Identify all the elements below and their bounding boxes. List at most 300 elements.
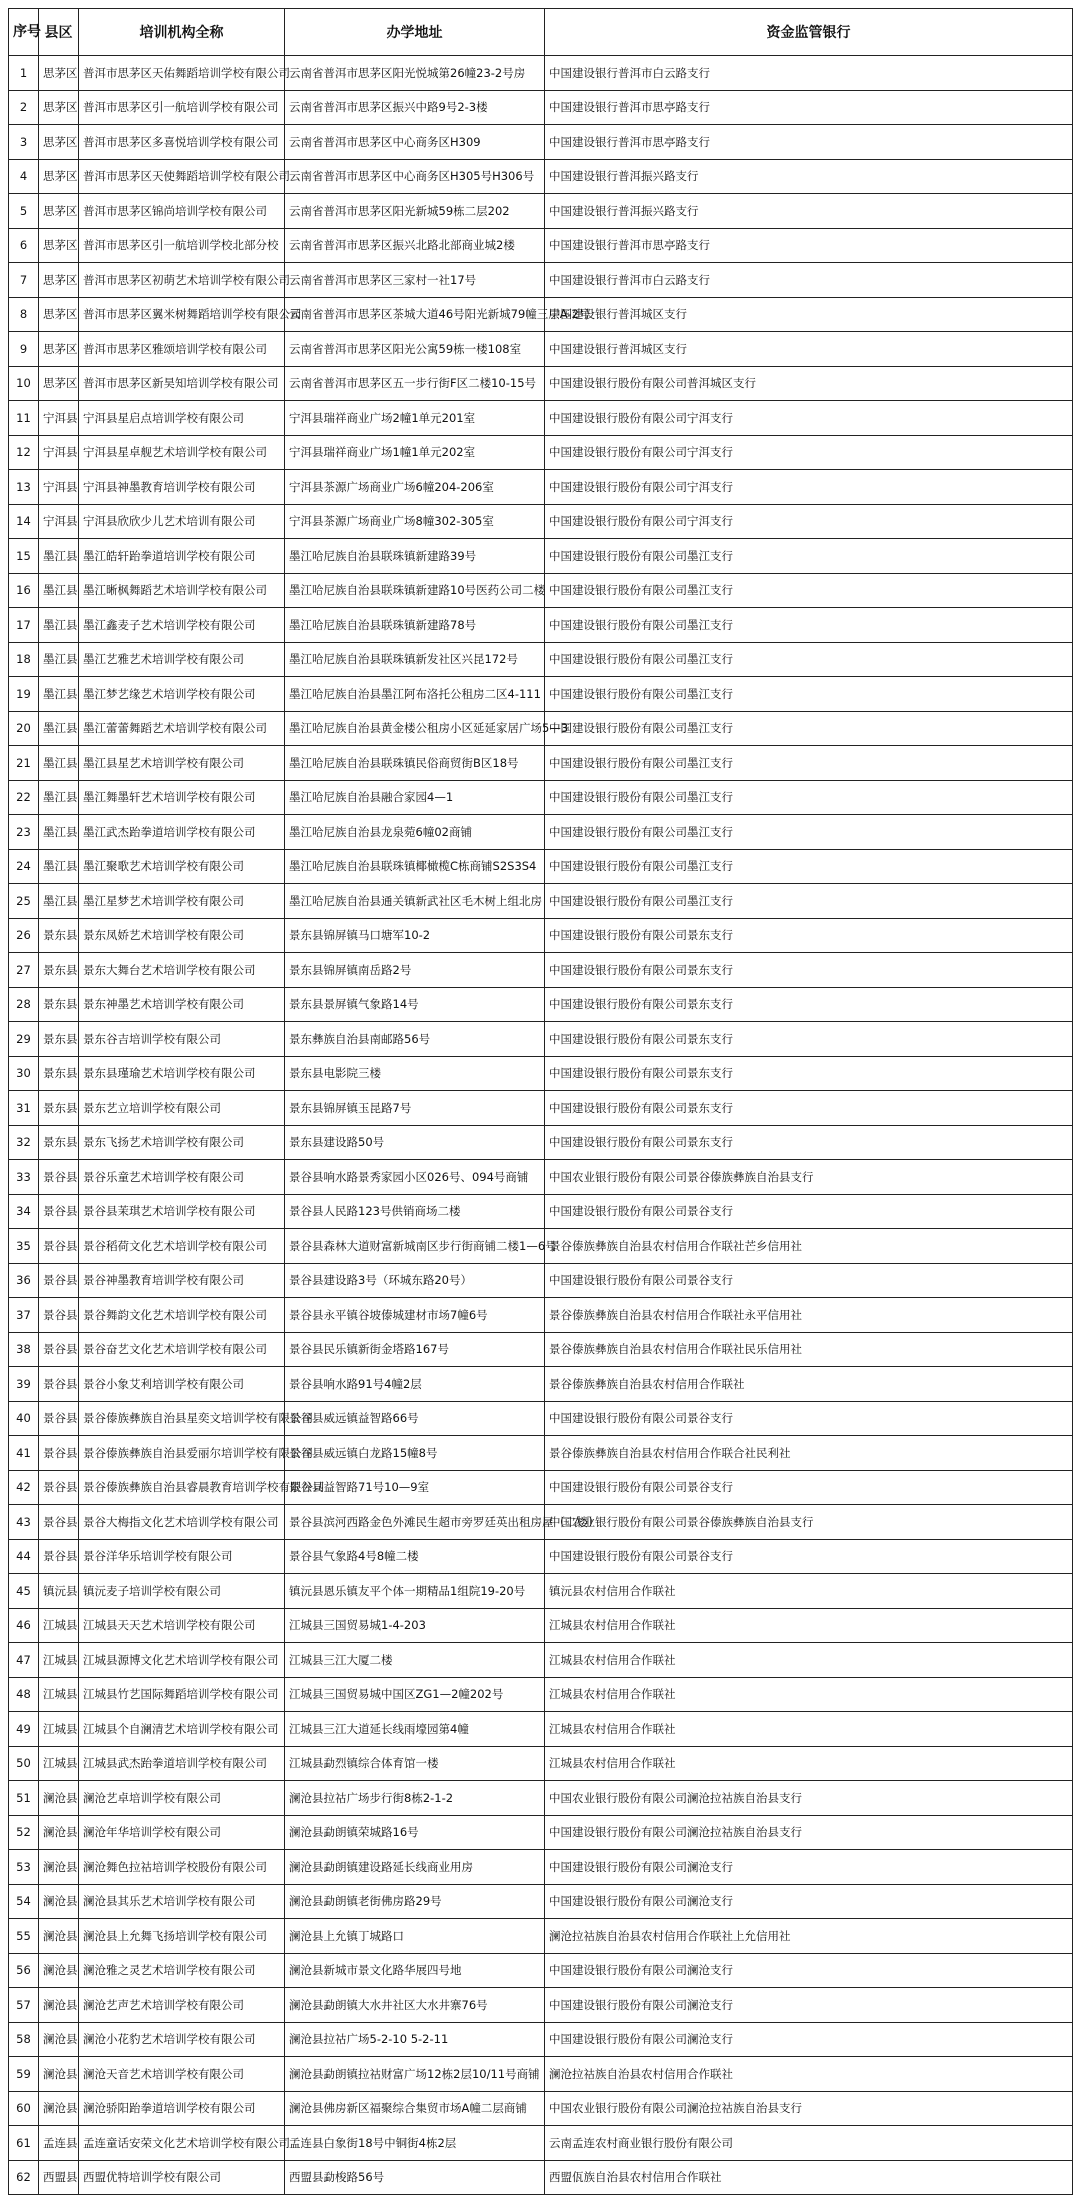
header-index: 序号 bbox=[9, 9, 39, 56]
cell-county: 江城县 bbox=[39, 1677, 79, 1712]
table-row bbox=[9, 746, 1073, 781]
cell-address: 澜沧县勐朗镇大水井社区大水井寨76号 bbox=[285, 1988, 545, 2023]
cell-county: 景谷县 bbox=[39, 1160, 79, 1195]
cell-institution-name: 墨江艺雅艺术培训学校有限公司 bbox=[79, 642, 285, 677]
cell-bank: 景谷傣族彝族自治县农村信用合作联合社民利社 bbox=[545, 1436, 1073, 1471]
cell-address: 景东县建设路50号 bbox=[285, 1125, 545, 1160]
table-row bbox=[9, 711, 1073, 746]
cell-county: 墨江县 bbox=[39, 677, 79, 712]
cell-bank: 中国建设银行普洱市思亭路支行 bbox=[545, 228, 1073, 263]
cell-bank: 中国建设银行股份有限公司景谷支行 bbox=[545, 1401, 1073, 1436]
table-row bbox=[9, 780, 1073, 815]
cell-address: 景谷县建设路3号（环城东路20号） bbox=[285, 1263, 545, 1298]
table-header-row bbox=[9, 9, 1073, 56]
cell-institution-name: 景东谷吉培训学校有限公司 bbox=[79, 1022, 285, 1057]
cell-county: 墨江县 bbox=[39, 642, 79, 677]
cell-institution-name: 墨江县星艺术培训学校有限公司 bbox=[79, 746, 285, 781]
table-body bbox=[9, 56, 1073, 2195]
cell-bank: 澜沧拉祜族自治县农村信用合作联社上允信用社 bbox=[545, 1919, 1073, 1954]
cell-county: 景谷县 bbox=[39, 1194, 79, 1229]
cell-index: 33 bbox=[9, 1160, 39, 1195]
table-row bbox=[9, 1643, 1073, 1678]
cell-index: 12 bbox=[9, 435, 39, 470]
cell-address: 云南省普洱市思茅区阳光新城59栋二层202 bbox=[285, 194, 545, 229]
cell-index: 53 bbox=[9, 1850, 39, 1885]
cell-index: 6 bbox=[9, 228, 39, 263]
header-institution-name: 培训机构全称 bbox=[79, 9, 285, 56]
cell-address: 墨江哈尼族自治县龙泉菀6幢02商铺 bbox=[285, 815, 545, 850]
cell-county: 澜沧县 bbox=[39, 1815, 79, 1850]
table-row bbox=[9, 56, 1073, 91]
cell-index: 62 bbox=[9, 2160, 39, 2195]
cell-institution-name: 普洱市思茅区引一航培训学校有限公司 bbox=[79, 90, 285, 125]
cell-bank: 镇沅县农村信用合作联社 bbox=[545, 1574, 1073, 1609]
cell-address: 景东县锦屏镇马口塘军10-2 bbox=[285, 918, 545, 953]
cell-address: 云南省普洱市思茅区振兴中路9号2-3楼 bbox=[285, 90, 545, 125]
cell-address: 云南省普洱市思茅区阳光公寓59栋一楼108室 bbox=[285, 332, 545, 367]
cell-institution-name: 墨江聚歌艺术培训学校有限公司 bbox=[79, 849, 285, 884]
cell-institution-name: 澜沧小花豹艺术培训学校有限公司 bbox=[79, 2022, 285, 2057]
cell-bank: 中国建设银行股份有限公司景东支行 bbox=[545, 1125, 1073, 1160]
cell-bank: 江城县农村信用合作联社 bbox=[545, 1746, 1073, 1781]
table-row bbox=[9, 435, 1073, 470]
cell-bank: 中国建设银行股份有限公司景东支行 bbox=[545, 918, 1073, 953]
cell-institution-name: 景谷县茉琪艺术培训学校有限公司 bbox=[79, 1194, 285, 1229]
cell-institution-name: 景谷神墨教育培训学校有限公司 bbox=[79, 1263, 285, 1298]
institution-sheet bbox=[8, 8, 1072, 2195]
cell-county: 景东县 bbox=[39, 953, 79, 988]
cell-index: 5 bbox=[9, 194, 39, 229]
cell-index: 44 bbox=[9, 1539, 39, 1574]
cell-institution-name: 墨江皓轩跆拳道培训学校有限公司 bbox=[79, 539, 285, 574]
table-row bbox=[9, 1608, 1073, 1643]
cell-index: 23 bbox=[9, 815, 39, 850]
cell-institution-name: 景谷舞韵文化艺术培训学校有限公司 bbox=[79, 1298, 285, 1333]
cell-address: 澜沧县勐朗镇拉祜财富广场12栋2层10/11号商铺 bbox=[285, 2057, 545, 2092]
cell-institution-name: 景谷稻荷文化艺术培训学校有限公司 bbox=[79, 1229, 285, 1264]
cell-county: 景东县 bbox=[39, 1022, 79, 1057]
cell-index: 37 bbox=[9, 1298, 39, 1333]
cell-institution-name: 澜沧县其乐艺术培训学校有限公司 bbox=[79, 1884, 285, 1919]
cell-county: 宁洱县 bbox=[39, 504, 79, 539]
cell-county: 景谷县 bbox=[39, 1298, 79, 1333]
table-row bbox=[9, 470, 1073, 505]
cell-bank: 中国建设银行股份有限公司墨江支行 bbox=[545, 539, 1073, 574]
table-row bbox=[9, 263, 1073, 298]
cell-county: 镇沅县 bbox=[39, 1574, 79, 1609]
cell-index: 15 bbox=[9, 539, 39, 574]
table-row bbox=[9, 2091, 1073, 2126]
cell-county: 思茅区 bbox=[39, 263, 79, 298]
cell-bank: 中国建设银行股份有限公司宁洱支行 bbox=[545, 504, 1073, 539]
cell-index: 48 bbox=[9, 1677, 39, 1712]
cell-address: 镇沅县恩乐镇友平个体一期精品1组院19-20号 bbox=[285, 1574, 545, 1609]
cell-institution-name: 普洱市思茅区雅颂培训学校有限公司 bbox=[79, 332, 285, 367]
cell-bank: 中国建设银行股份有限公司景东支行 bbox=[545, 987, 1073, 1022]
cell-index: 20 bbox=[9, 711, 39, 746]
table-row bbox=[9, 1953, 1073, 1988]
cell-index: 30 bbox=[9, 1056, 39, 1091]
cell-index: 17 bbox=[9, 608, 39, 643]
cell-bank: 澜沧拉祜族自治县农村信用合作联社 bbox=[545, 2057, 1073, 2092]
cell-county: 思茅区 bbox=[39, 125, 79, 160]
cell-institution-name: 普洱市思茅区多喜悦培训学校有限公司 bbox=[79, 125, 285, 160]
cell-county: 澜沧县 bbox=[39, 2022, 79, 2057]
table-row bbox=[9, 1815, 1073, 1850]
cell-bank: 中国农业银行股份有限公司澜沧拉祜族自治县支行 bbox=[545, 2091, 1073, 2126]
table-row bbox=[9, 849, 1073, 884]
cell-bank: 中国建设银行普洱振兴路支行 bbox=[545, 159, 1073, 194]
cell-bank: 中国建设银行股份有限公司宁洱支行 bbox=[545, 401, 1073, 436]
table-row bbox=[9, 1988, 1073, 2023]
cell-bank: 西盟佤族自治县农村信用合作联社 bbox=[545, 2160, 1073, 2195]
cell-address: 云南省普洱市思茅区三家村一社17号 bbox=[285, 263, 545, 298]
cell-bank: 中国建设银行股份有限公司景谷支行 bbox=[545, 1470, 1073, 1505]
table-row bbox=[9, 1436, 1073, 1471]
cell-index: 26 bbox=[9, 918, 39, 953]
table-row bbox=[9, 1194, 1073, 1229]
cell-institution-name: 普洱市思茅区锦尚培训学校有限公司 bbox=[79, 194, 285, 229]
cell-index: 49 bbox=[9, 1712, 39, 1747]
table-row bbox=[9, 987, 1073, 1022]
cell-institution-name: 镇沅麦子培训学校有限公司 bbox=[79, 1574, 285, 1609]
cell-institution-name: 景谷傣族彝族自治县星奕文培训学校有限公司 bbox=[79, 1401, 285, 1436]
cell-institution-name: 普洱市思茅区新昊知培训学校有限公司 bbox=[79, 366, 285, 401]
cell-index: 45 bbox=[9, 1574, 39, 1609]
table-row bbox=[9, 539, 1073, 574]
table-row bbox=[9, 2160, 1073, 2195]
cell-index: 43 bbox=[9, 1505, 39, 1540]
cell-index: 55 bbox=[9, 1919, 39, 1954]
cell-address: 景东彝族自治县南邮路56号 bbox=[285, 1022, 545, 1057]
cell-address: 云南省普洱市思茅区茶城大道46号阳光新城79幢三层A-2号 bbox=[285, 297, 545, 332]
cell-index: 3 bbox=[9, 125, 39, 160]
cell-index: 2 bbox=[9, 90, 39, 125]
cell-institution-name: 景东凤娇艺术培训学校有限公司 bbox=[79, 918, 285, 953]
cell-bank: 中国建设银行普洱城区支行 bbox=[545, 297, 1073, 332]
cell-index: 22 bbox=[9, 780, 39, 815]
cell-address: 景东县锦屏镇玉昆路7号 bbox=[285, 1091, 545, 1126]
cell-institution-name: 澜沧县上允舞飞扬培训学校有限公司 bbox=[79, 1919, 285, 1954]
cell-bank: 中国建设银行股份有限公司墨江支行 bbox=[545, 608, 1073, 643]
cell-county: 景谷县 bbox=[39, 1263, 79, 1298]
cell-address: 澜沧县拉祜广场步行街8栋2-1-2 bbox=[285, 1781, 545, 1816]
cell-bank: 中国农业银行股份有限公司景谷傣族彝族自治县支行 bbox=[545, 1505, 1073, 1540]
table-row bbox=[9, 953, 1073, 988]
table-row bbox=[9, 1884, 1073, 1919]
cell-bank: 中国建设银行股份有限公司宁洱支行 bbox=[545, 435, 1073, 470]
table-row bbox=[9, 194, 1073, 229]
cell-address: 景谷县永平镇谷坡傣城建材市场7幢6号 bbox=[285, 1298, 545, 1333]
cell-bank: 中国建设银行股份有限公司普洱城区支行 bbox=[545, 366, 1073, 401]
cell-index: 29 bbox=[9, 1022, 39, 1057]
cell-bank: 中国建设银行股份有限公司墨江支行 bbox=[545, 746, 1073, 781]
cell-address: 墨江哈尼族自治县黄金楼公租房小区延延家居广场5—3 bbox=[285, 711, 545, 746]
table-row bbox=[9, 1539, 1073, 1574]
table-row bbox=[9, 1505, 1073, 1540]
cell-institution-name: 墨江梦艺缘艺术培训学校有限公司 bbox=[79, 677, 285, 712]
cell-address: 孟连县白象街18号中铜街4栋2层 bbox=[285, 2126, 545, 2161]
cell-county: 景谷县 bbox=[39, 1470, 79, 1505]
cell-index: 58 bbox=[9, 2022, 39, 2057]
cell-address: 墨江哈尼族自治县联珠镇新建路10号医药公司二楼 bbox=[285, 573, 545, 608]
cell-institution-name: 景谷大梅指文化艺术培训学校有限公司 bbox=[79, 1505, 285, 1540]
cell-bank: 中国建设银行股份有限公司景东支行 bbox=[545, 953, 1073, 988]
cell-institution-name: 江城县个自澜清艺术培训学校有限公司 bbox=[79, 1712, 285, 1747]
cell-county: 思茅区 bbox=[39, 228, 79, 263]
cell-index: 31 bbox=[9, 1091, 39, 1126]
cell-institution-name: 江城县武杰跆拳道培训学校有限公司 bbox=[79, 1746, 285, 1781]
cell-institution-name: 普洱市思茅区天使舞蹈培训学校有限公司 bbox=[79, 159, 285, 194]
cell-institution-name: 景东神墨艺术培训学校有限公司 bbox=[79, 987, 285, 1022]
cell-institution-name: 澜沧天音艺术培训学校有限公司 bbox=[79, 2057, 285, 2092]
cell-address: 云南省普洱市思茅区中心商务区H309 bbox=[285, 125, 545, 160]
cell-institution-name: 景谷乐童艺术培训学校有限公司 bbox=[79, 1160, 285, 1195]
cell-index: 56 bbox=[9, 1953, 39, 1988]
cell-institution-name: 墨江鑫麦子艺术培训学校有限公司 bbox=[79, 608, 285, 643]
cell-bank: 中国建设银行股份有限公司澜沧支行 bbox=[545, 2022, 1073, 2057]
cell-county: 景谷县 bbox=[39, 1229, 79, 1264]
table-row bbox=[9, 1712, 1073, 1747]
cell-county: 墨江县 bbox=[39, 608, 79, 643]
cell-address: 江城县三江大道延长线雨壕园第4幢 bbox=[285, 1712, 545, 1747]
table-row bbox=[9, 1367, 1073, 1402]
cell-county: 澜沧县 bbox=[39, 1988, 79, 2023]
cell-institution-name: 景谷洋华乐培训学校有限公司 bbox=[79, 1539, 285, 1574]
header-county: 县区 bbox=[39, 9, 79, 56]
cell-county: 墨江县 bbox=[39, 539, 79, 574]
cell-county: 思茅区 bbox=[39, 366, 79, 401]
cell-county: 景谷县 bbox=[39, 1436, 79, 1471]
cell-county: 景东县 bbox=[39, 987, 79, 1022]
cell-address: 景谷县民乐镇新街金塔路167号 bbox=[285, 1332, 545, 1367]
cell-bank: 中国建设银行股份有限公司景东支行 bbox=[545, 1091, 1073, 1126]
cell-institution-name: 西盟优特培训学校有限公司 bbox=[79, 2160, 285, 2195]
cell-bank: 中国建设银行股份有限公司宁洱支行 bbox=[545, 470, 1073, 505]
cell-county: 墨江县 bbox=[39, 711, 79, 746]
cell-address: 澜沧县勐朗镇老街佛房路29号 bbox=[285, 1884, 545, 1919]
table-row bbox=[9, 2126, 1073, 2161]
cell-institution-name: 江城县竹艺国际舞蹈培训学校有限公司 bbox=[79, 1677, 285, 1712]
table-row bbox=[9, 332, 1073, 367]
cell-institution-name: 普洱市思茅区引一航培训学校北部分校 bbox=[79, 228, 285, 263]
table-row bbox=[9, 815, 1073, 850]
cell-address: 云南省普洱市思茅区阳光悦城第26幢23-2号房 bbox=[285, 56, 545, 91]
cell-index: 19 bbox=[9, 677, 39, 712]
table-row bbox=[9, 1850, 1073, 1885]
table-row bbox=[9, 1919, 1073, 1954]
table-row bbox=[9, 1263, 1073, 1298]
cell-index: 42 bbox=[9, 1470, 39, 1505]
cell-institution-name: 景谷小象艾利培训学校有限公司 bbox=[79, 1367, 285, 1402]
cell-index: 36 bbox=[9, 1263, 39, 1298]
cell-institution-name: 澜沧艺卓培训学校有限公司 bbox=[79, 1781, 285, 1816]
cell-index: 52 bbox=[9, 1815, 39, 1850]
cell-county: 墨江县 bbox=[39, 884, 79, 919]
cell-bank: 江城县农村信用合作联社 bbox=[545, 1643, 1073, 1678]
cell-address: 澜沧县勐朗镇建设路延长线商业用房 bbox=[285, 1850, 545, 1885]
cell-county: 墨江县 bbox=[39, 815, 79, 850]
cell-index: 27 bbox=[9, 953, 39, 988]
cell-bank: 中国建设银行普洱市白云路支行 bbox=[545, 263, 1073, 298]
cell-index: 41 bbox=[9, 1436, 39, 1471]
cell-index: 46 bbox=[9, 1608, 39, 1643]
cell-institution-name: 江城县天天艺术培训学校有限公司 bbox=[79, 1608, 285, 1643]
table-row bbox=[9, 1022, 1073, 1057]
cell-address: 云南省普洱市思茅区振兴北路北部商业城2楼 bbox=[285, 228, 545, 263]
cell-address: 宁洱县茶源广场商业广场6幢204-206室 bbox=[285, 470, 545, 505]
cell-county: 景谷县 bbox=[39, 1401, 79, 1436]
cell-bank: 景谷傣族彝族自治县农村信用合作联社 bbox=[545, 1367, 1073, 1402]
cell-index: 8 bbox=[9, 297, 39, 332]
cell-institution-name: 景谷傣族彝族自治县睿晨教育培训学校有限公司 bbox=[79, 1470, 285, 1505]
cell-address: 澜沧县新城市景文化路华展四号地 bbox=[285, 1953, 545, 1988]
cell-bank: 中国建设银行普洱振兴路支行 bbox=[545, 194, 1073, 229]
table-row bbox=[9, 228, 1073, 263]
cell-county: 思茅区 bbox=[39, 297, 79, 332]
cell-county: 景谷县 bbox=[39, 1367, 79, 1402]
cell-address: 澜沧县上允镇丁城路口 bbox=[285, 1919, 545, 1954]
table-row bbox=[9, 366, 1073, 401]
table-row bbox=[9, 1160, 1073, 1195]
cell-institution-name: 墨江武杰跆拳道培训学校有限公司 bbox=[79, 815, 285, 850]
cell-institution-name: 澜沧年华培训学校有限公司 bbox=[79, 1815, 285, 1850]
header-address: 办学地址 bbox=[285, 9, 545, 56]
table-row bbox=[9, 1332, 1073, 1367]
cell-address: 西盟县勐梭路56号 bbox=[285, 2160, 545, 2195]
cell-county: 澜沧县 bbox=[39, 1850, 79, 1885]
table-row bbox=[9, 1298, 1073, 1333]
cell-bank: 中国建设银行普洱市白云路支行 bbox=[545, 56, 1073, 91]
cell-county: 墨江县 bbox=[39, 573, 79, 608]
cell-county: 宁洱县 bbox=[39, 401, 79, 436]
table-row bbox=[9, 2022, 1073, 2057]
cell-bank: 中国建设银行股份有限公司景谷支行 bbox=[545, 1194, 1073, 1229]
cell-bank: 云南孟连农村商业银行股份有限公司 bbox=[545, 2126, 1073, 2161]
cell-county: 江城县 bbox=[39, 1746, 79, 1781]
table-row bbox=[9, 1677, 1073, 1712]
cell-index: 40 bbox=[9, 1401, 39, 1436]
table-row bbox=[9, 608, 1073, 643]
cell-address: 景谷县响水路景秀家园小区026号、094号商铺 bbox=[285, 1160, 545, 1195]
table-row bbox=[9, 2057, 1073, 2092]
cell-county: 澜沧县 bbox=[39, 1919, 79, 1954]
cell-bank: 中国建设银行股份有限公司澜沧支行 bbox=[545, 1850, 1073, 1885]
cell-index: 16 bbox=[9, 573, 39, 608]
cell-bank: 中国建设银行股份有限公司澜沧支行 bbox=[545, 1884, 1073, 1919]
cell-county: 澜沧县 bbox=[39, 1953, 79, 1988]
cell-address: 墨江哈尼族自治县联珠镇新发社区兴昆172号 bbox=[285, 642, 545, 677]
cell-index: 59 bbox=[9, 2057, 39, 2092]
table-row bbox=[9, 1574, 1073, 1609]
table-row bbox=[9, 1229, 1073, 1264]
table-row bbox=[9, 642, 1073, 677]
cell-address: 墨江哈尼族自治县联珠镇椰橄榄C栋商铺S2S3S4 bbox=[285, 849, 545, 884]
cell-index: 57 bbox=[9, 1988, 39, 2023]
institution-table bbox=[8, 8, 1073, 2195]
cell-index: 34 bbox=[9, 1194, 39, 1229]
header-supervising-bank: 资金监管银行 bbox=[545, 9, 1073, 56]
cell-bank: 中国建设银行股份有限公司墨江支行 bbox=[545, 884, 1073, 919]
cell-bank: 中国农业银行股份有限公司景谷傣族彝族自治县支行 bbox=[545, 1160, 1073, 1195]
cell-bank: 中国建设银行普洱市思亭路支行 bbox=[545, 125, 1073, 160]
cell-institution-name: 宁洱县欣欣少儿艺术培训有限公司 bbox=[79, 504, 285, 539]
cell-address: 景谷县威远镇益智路66号 bbox=[285, 1401, 545, 1436]
cell-index: 7 bbox=[9, 263, 39, 298]
cell-index: 32 bbox=[9, 1125, 39, 1160]
cell-bank: 江城县农村信用合作联社 bbox=[545, 1608, 1073, 1643]
cell-bank: 中国建设银行股份有限公司墨江支行 bbox=[545, 815, 1073, 850]
cell-county: 江城县 bbox=[39, 1643, 79, 1678]
cell-index: 50 bbox=[9, 1746, 39, 1781]
cell-county: 景东县 bbox=[39, 1125, 79, 1160]
cell-institution-name: 普洱市思茅区天佑舞蹈培训学校有限公司 bbox=[79, 56, 285, 91]
cell-index: 61 bbox=[9, 2126, 39, 2161]
cell-address: 澜沧县拉祜广场5-2-10 5-2-11 bbox=[285, 2022, 545, 2057]
cell-address: 墨江哈尼族自治县联珠镇民俗商贸街B区18号 bbox=[285, 746, 545, 781]
cell-address: 云南省普洱市思茅区五一步行街F区二楼10-15号 bbox=[285, 366, 545, 401]
cell-index: 14 bbox=[9, 504, 39, 539]
table-row bbox=[9, 884, 1073, 919]
cell-bank: 中国建设银行股份有限公司墨江支行 bbox=[545, 677, 1073, 712]
cell-address: 宁洱县瑞祥商业广场1幢1单元202室 bbox=[285, 435, 545, 470]
cell-bank: 中国建设银行股份有限公司墨江支行 bbox=[545, 780, 1073, 815]
cell-institution-name: 澜沧艺声艺术培训学校有限公司 bbox=[79, 1988, 285, 2023]
cell-index: 54 bbox=[9, 1884, 39, 1919]
cell-index: 21 bbox=[9, 746, 39, 781]
cell-institution-name: 澜沧雅之灵艺术培训学校有限公司 bbox=[79, 1953, 285, 1988]
cell-county: 思茅区 bbox=[39, 56, 79, 91]
cell-institution-name: 景东大舞台艺术培训学校有限公司 bbox=[79, 953, 285, 988]
cell-address: 墨江哈尼族自治县通关镇新武社区毛木树上组北房 bbox=[285, 884, 545, 919]
cell-county: 澜沧县 bbox=[39, 1884, 79, 1919]
table-row bbox=[9, 1056, 1073, 1091]
cell-index: 38 bbox=[9, 1332, 39, 1367]
cell-county: 景东县 bbox=[39, 918, 79, 953]
cell-address: 江城县三国贸易城中国区ZG1—2幢202号 bbox=[285, 1677, 545, 1712]
cell-index: 35 bbox=[9, 1229, 39, 1264]
cell-institution-name: 景东飞扬艺术培训学校有限公司 bbox=[79, 1125, 285, 1160]
table-row bbox=[9, 1781, 1073, 1816]
cell-index: 4 bbox=[9, 159, 39, 194]
table-row bbox=[9, 504, 1073, 539]
cell-institution-name: 普洱市思茅区初萌艺术培训学校有限公司 bbox=[79, 263, 285, 298]
cell-county: 孟连县 bbox=[39, 2126, 79, 2161]
cell-county: 思茅区 bbox=[39, 90, 79, 125]
table-row bbox=[9, 1091, 1073, 1126]
cell-institution-name: 澜沧骄阳跆拳道培训学校有限公司 bbox=[79, 2091, 285, 2126]
cell-address: 江城县三江大厦二楼 bbox=[285, 1643, 545, 1678]
cell-address: 墨江哈尼族自治县联珠镇新建路39号 bbox=[285, 539, 545, 574]
cell-address: 澜沧县佛房新区福聚综合集贸市场A幢二层商铺 bbox=[285, 2091, 545, 2126]
cell-index: 13 bbox=[9, 470, 39, 505]
cell-county: 江城县 bbox=[39, 1712, 79, 1747]
cell-index: 1 bbox=[9, 56, 39, 91]
cell-bank: 景谷傣族彝族自治县农村信用合作联社芒乡信用社 bbox=[545, 1229, 1073, 1264]
cell-institution-name: 江城县源博文化艺术培训学校有限公司 bbox=[79, 1643, 285, 1678]
cell-address: 江城县勐烈镇综合体育馆一楼 bbox=[285, 1746, 545, 1781]
cell-address: 墨江哈尼族自治县融合家园4—1 bbox=[285, 780, 545, 815]
cell-institution-name: 墨江舞墨轩艺术培训学校有限公司 bbox=[79, 780, 285, 815]
table-row bbox=[9, 677, 1073, 712]
cell-county: 景谷县 bbox=[39, 1332, 79, 1367]
cell-bank: 江城县农村信用合作联社 bbox=[545, 1677, 1073, 1712]
cell-county: 澜沧县 bbox=[39, 2057, 79, 2092]
cell-index: 10 bbox=[9, 366, 39, 401]
table-row bbox=[9, 401, 1073, 436]
cell-institution-name: 景谷傣族彝族自治县爱丽尔培训学校有限公司 bbox=[79, 1436, 285, 1471]
cell-institution-name: 宁洱县星卓舰艺术培训学校有限公司 bbox=[79, 435, 285, 470]
